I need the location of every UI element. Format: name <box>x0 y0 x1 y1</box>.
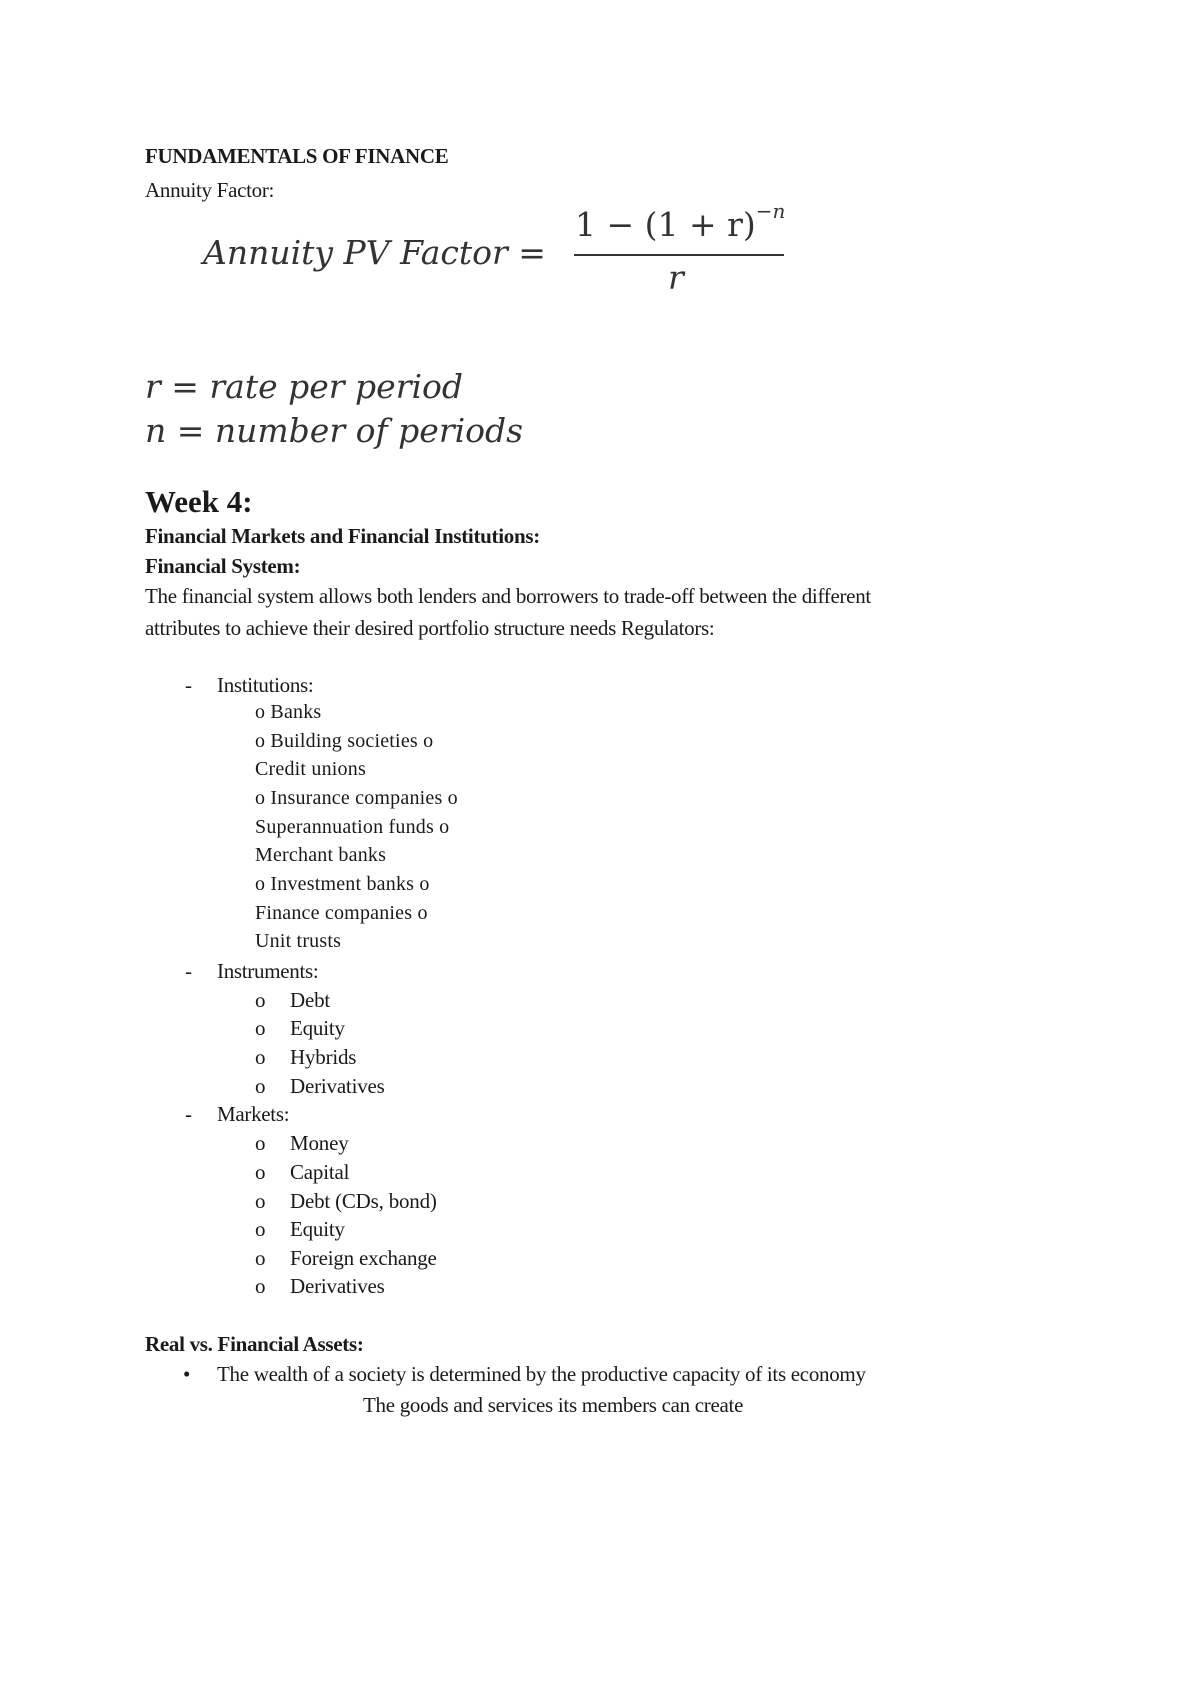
o-marker: o <box>255 1274 266 1298</box>
wealth-bullet-text: The wealth of a society is determined by the productive capacity of its economy <box>217 1362 866 1386</box>
real-vs-financial-heading: Real vs. Financial Assets: <box>145 1332 364 1356</box>
instrument-item: Debt <box>290 988 331 1012</box>
institution-line: Merchant banks <box>255 844 387 866</box>
institutions-label: Institutions: <box>217 673 314 697</box>
market-item: Equity <box>290 1217 345 1241</box>
markets-institutions-heading: Financial Markets and Financial Institutions: <box>145 524 540 548</box>
numerator-base: 1 − (1 + r) <box>575 205 756 244</box>
system-paragraph-line-2: attributes to achieve their desired portfolio structure needs Regulators: <box>145 616 715 640</box>
o-marker: o <box>255 1045 266 1069</box>
week-heading: Week 4: <box>145 484 253 519</box>
goods-services-line: The goods and services its members can create <box>363 1393 744 1417</box>
institution-line: Superannuation funds o <box>255 816 450 838</box>
fraction-bar <box>574 254 784 256</box>
o-marker: o <box>255 1189 266 1213</box>
annuity-factor-label: Annuity Factor: <box>145 178 275 202</box>
institution-line: o Insurance companies o <box>255 787 458 809</box>
bullet-marker: • <box>183 1362 191 1386</box>
market-item: Capital <box>290 1160 350 1184</box>
institution-line: o Investment banks o <box>255 873 430 895</box>
dash-marker: - <box>185 1102 192 1126</box>
market-item: Debt (CDs, bond) <box>290 1189 437 1213</box>
numerator-exponent: −n <box>755 199 786 223</box>
institution-line: Finance companies o <box>255 902 428 924</box>
instrument-item: Hybrids <box>290 1045 357 1069</box>
formula-denominator: r <box>668 258 684 297</box>
market-item: Derivatives <box>290 1274 385 1298</box>
instrument-item: Derivatives <box>290 1074 385 1098</box>
o-marker: o <box>255 1074 266 1098</box>
institution-line: o Building societies o <box>255 730 434 752</box>
financial-system-heading: Financial System: <box>145 554 301 578</box>
o-marker: o <box>255 1217 266 1241</box>
n-definition: n = number of periods <box>145 411 524 450</box>
instruments-label: Instruments: <box>217 959 319 983</box>
o-marker: o <box>255 1016 266 1040</box>
institution-line: Credit unions <box>255 758 366 780</box>
r-definition: r = rate per period <box>145 367 464 406</box>
o-marker: o <box>255 1160 266 1184</box>
markets-label: Markets: <box>217 1102 290 1126</box>
document-title: FUNDAMENTALS OF FINANCE <box>145 144 449 168</box>
o-marker: o <box>255 988 266 1012</box>
dash-marker: - <box>185 673 192 697</box>
o-marker: o <box>255 1246 266 1270</box>
formula-numerator <box>575 199 786 244</box>
market-item: Money <box>290 1131 349 1155</box>
formula-lhs: Annuity PV Factor = <box>203 233 546 272</box>
institution-line: o Banks <box>255 701 322 723</box>
dash-marker: - <box>185 959 192 983</box>
institution-line: Unit trusts <box>255 930 342 952</box>
instrument-item: Equity <box>290 1016 345 1040</box>
market-item: Foreign exchange <box>290 1246 437 1270</box>
o-marker: o <box>255 1131 266 1155</box>
system-paragraph-line-1: The financial system allows both lenders and borrowers to trade-off between the different <box>145 584 871 608</box>
